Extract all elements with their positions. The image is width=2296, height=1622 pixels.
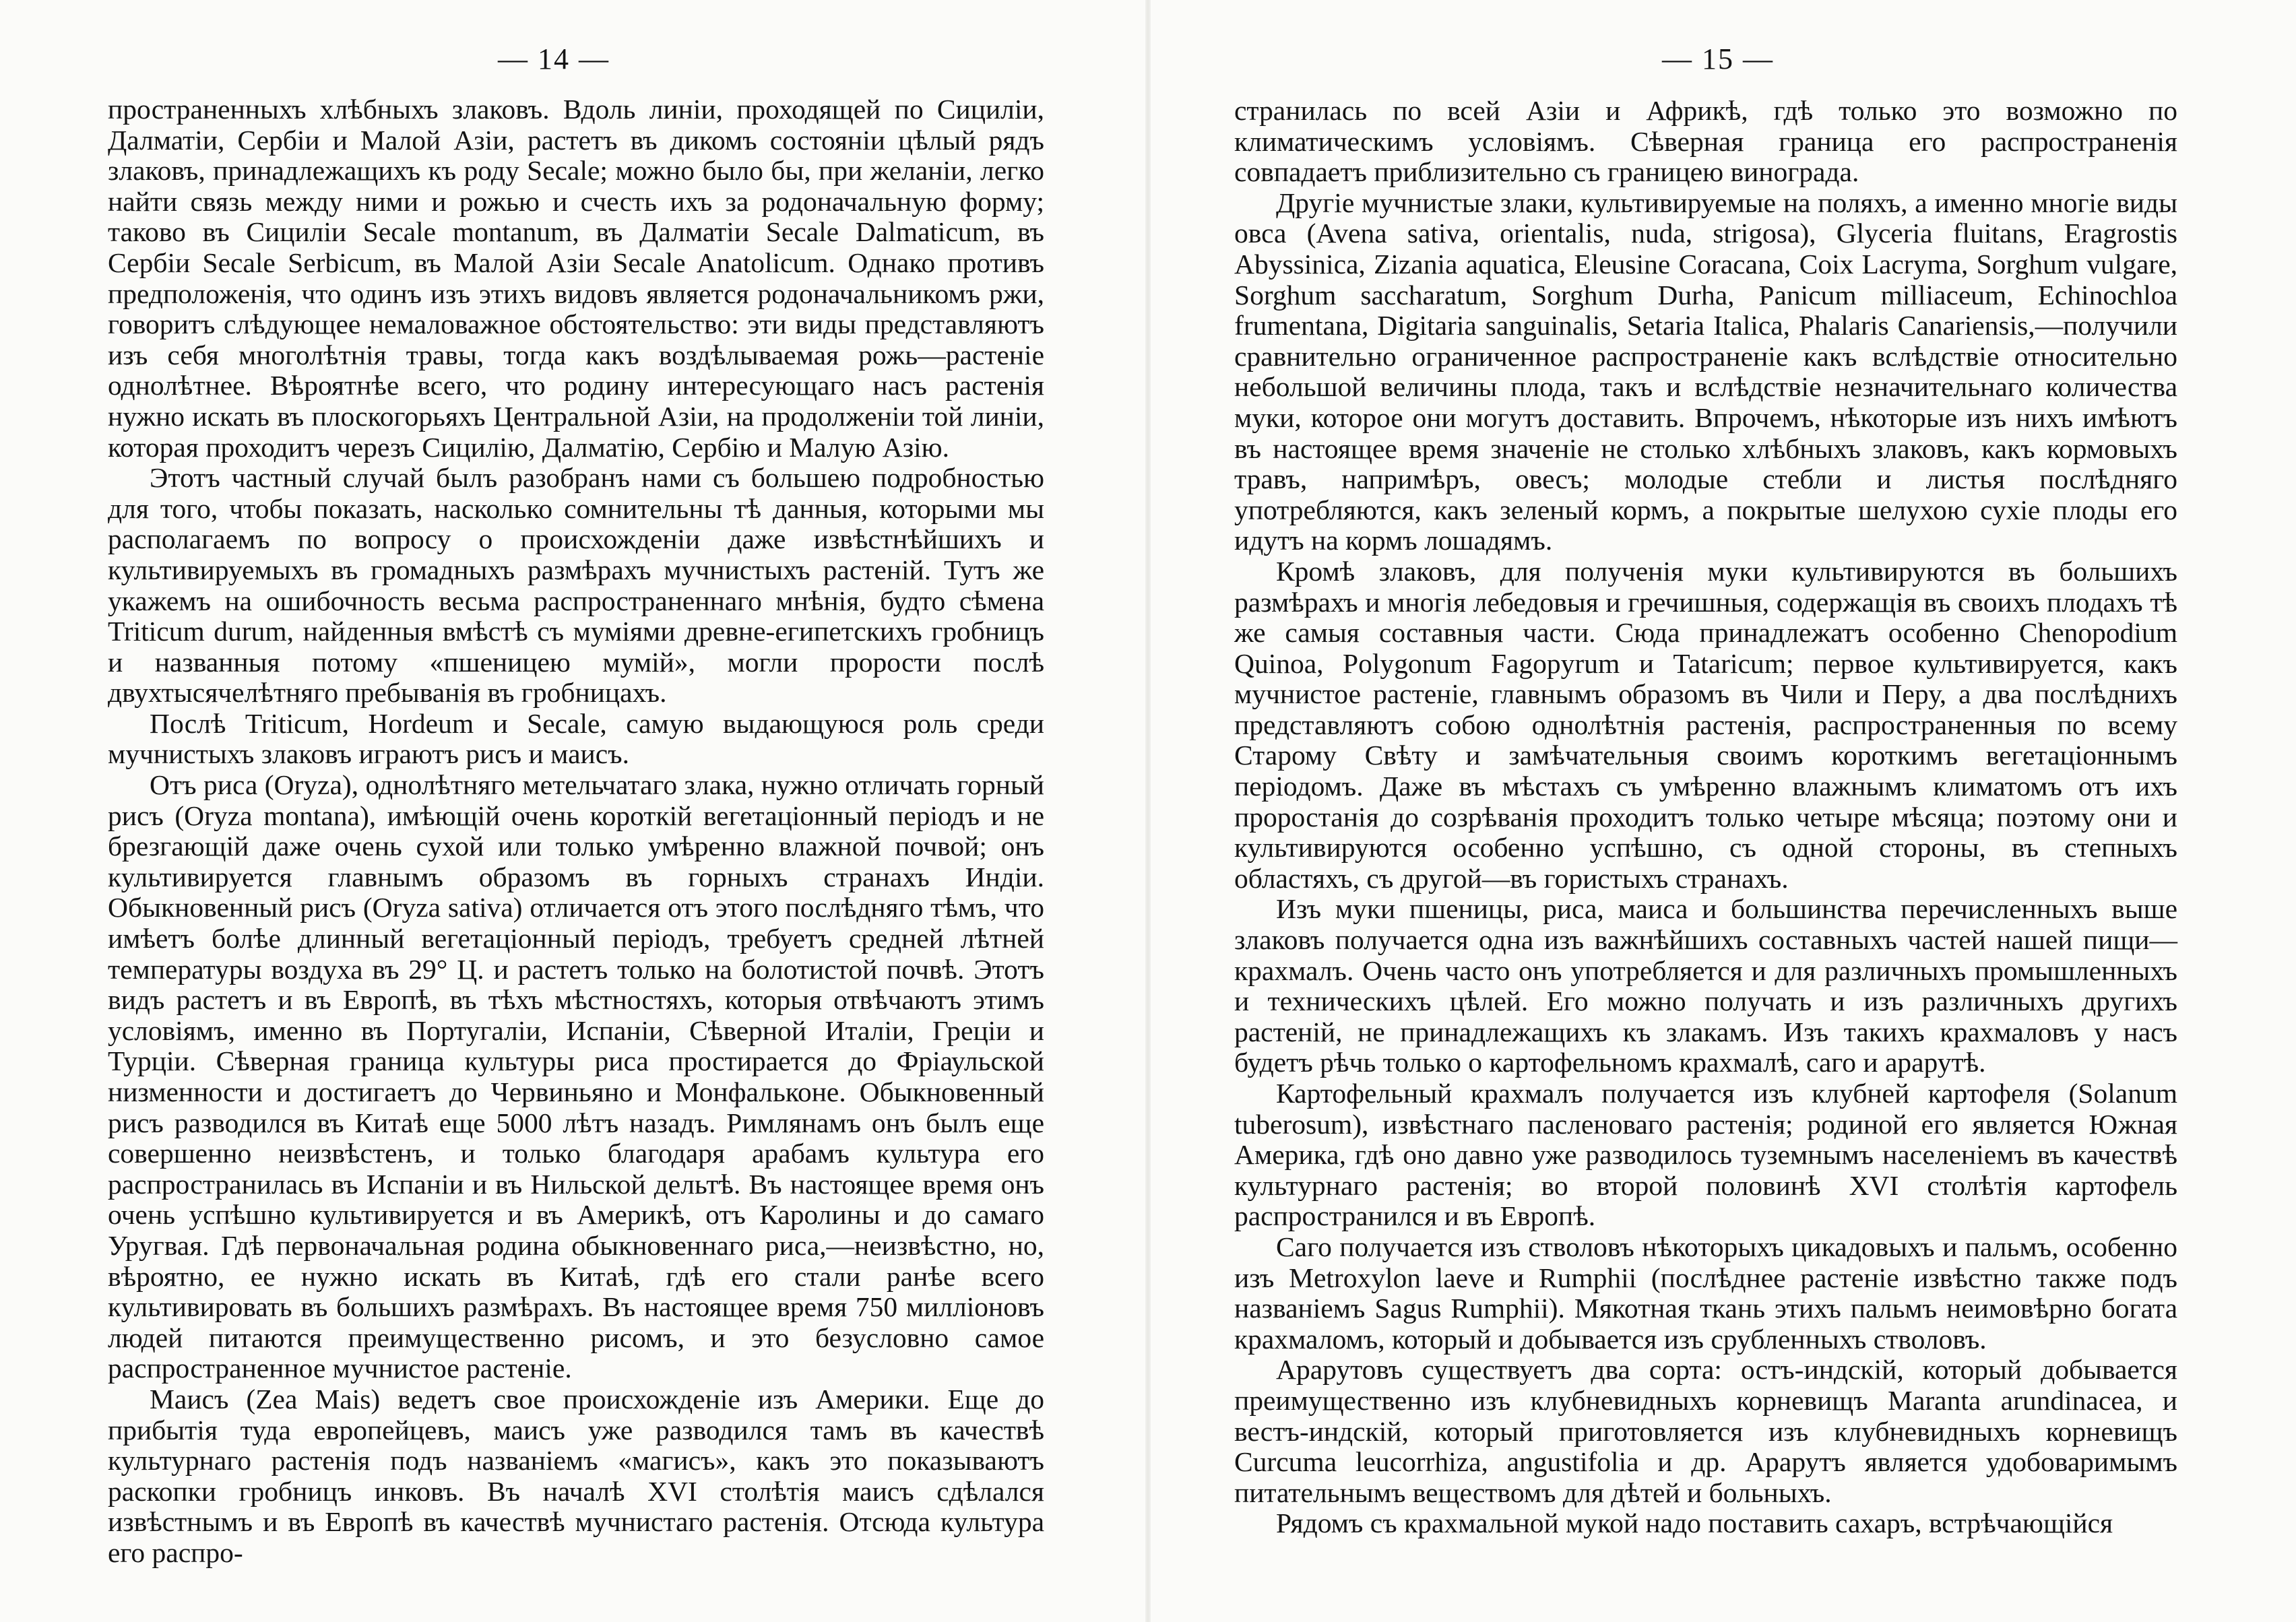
page-body-text — [1234, 96, 2177, 1539]
paragraph: Другіе мучнистые злаки, культивируемые на поляхъ, а именно многіе виды овса (Avena sativa, orientalis, nuda, strigosa), Glyceria fluitans, Eragrostis Abyssinica, Zizania aquatica, Eleusine Coracana, Coix Lacryma, Sorghum vulgare, Sorghum saccharatum, Sorghum Durha, Panicum milliaceum, Echinochloa frumentana, Digitaria sanguinalis, Setaria Italica, Phalaris Canariensis,—получили сравнительно ограниченное распространеніе какъ вслѣдствіе относительно небольшой величины плода, такъ и вслѣдствіе незначительнаго количества муки, которое они могутъ доставить. Впрочемъ, нѣкоторые изъ нихъ имѣютъ въ настоящее время значеніе не столько хлѣбныхъ злаковъ, какъ кормовыхъ травъ, напримѣръ, овесъ; молодые стебли и листья послѣдняго употребляются, какъ зеленый кормъ, а покрытые шелухою сухіе плоды его идутъ на кормъ лошадямъ. — [1234, 187, 2177, 556]
paragraph: Саго получается изъ стволовъ нѣкоторыхъ цикадовыхъ и пальмъ, особенно изъ Metroxylon laeve и Rumphii (послѣднее растеніе извѣстно также подъ названіемъ Sagus Rumphii). Мякотная ткань этихъ пальмъ неимовѣрно богата крахмаломъ, который и добывается изъ срубленныхъ стволовъ. — [1234, 1231, 2177, 1355]
paragraph: Рядомъ съ крахмальной мукой надо поставить сахаръ, встрѣчающійся — [1276, 1507, 2113, 1539]
paragraph: Маисъ (Zea Mais) ведетъ свое происхожденіе изъ Америки. Еще до прибытія туда европейцевъ, маисъ уже разводился тамъ въ качествѣ культурнаго растенія подъ названіемъ «магисъ», какъ это показываютъ раскопки гробницъ инковъ. Въ началѣ XVI столѣтія маисъ сдѣлался извѣстнымъ и въ Европѣ въ качествѣ мучнистаго растенія. Отсюда культура его распро- — [108, 1383, 1044, 1568]
page-body-text — [108, 94, 1044, 1569]
right-page — [1148, 0, 2296, 1622]
paragraph: Отъ риса (Oryza), однолѣтняго метельчатаго злака, нужно отличать горный рисъ (Oryza montana), имѣющій очень короткій вегетаціонный періодъ и не брезгающій даже очень сухой или только умѣренно влажной почвой; онъ культивируется главнымъ образомъ въ горныхъ странахъ Индіи. Обыкновенный рисъ (Oryza sativa) отличается отъ этого послѣдняго тѣмъ, что имѣетъ болѣе длинный вегетаціонный періодъ, требуетъ средней лѣтней температуры воздуха въ 29° Ц. и растетъ только на болотистой почвѣ. Этотъ видъ растетъ и въ Европѣ, въ тѣхъ мѣстностяхъ, которыя отвѣчаютъ этимъ условіямъ, именно въ Португаліи, Испаніи, Сѣверной Италіи, Греціи и Турціи. Сѣверная граница культуры риса простирается до Фріаульской низменности и достигаетъ до Червиньяно и Монфальконе. Обыкновенный рисъ разводился въ Китаѣ еще 5000 лѣтъ назадъ. Римлянамъ онъ былъ еще совершенно неизвѣстенъ, и только благодаря арабамъ культура его распространилась въ Испаніи и въ Нильской дельтѣ. Въ настоящее время онъ очень успѣшно культивируется и въ Америкѣ, отъ Каролины и до самаго Уругвая. Гдѣ первоначальная родина обыкновеннаго риса,—неизвѣстно, но, вѣроятно, ее нужно искать въ Китаѣ, гдѣ его стали ранѣе всего культивировать въ большихъ размѣрахъ. Въ настоящее время 750 милліоновъ людей питаются преимущественно рисомъ, и это безусловно самое распространенное мучнистое растеніе. — [108, 769, 1044, 1384]
paragraph: Кромѣ злаковъ, для полученія муки культивируются въ большихъ размѣрахъ и многія лебедовыя и гречишныя, содержащія въ своихъ плодахъ тѣ же самыя составныя части. Сюда принадлежатъ особенно Chenopodium Quinoa, Polygonum Fagopyrum и Tataricum; первое культивируется, какъ мучнистое растеніе, главнымъ образомъ въ Чили и Перу, а два послѣднихъ представляютъ собою однолѣтнія растенія, распространенныя по всему Старому Свѣту и замѣчательныя своимъ короткимъ вегетаціоннымъ періодомъ. Даже въ мѣстахъ съ умѣренно влажнымъ климатомъ отъ ихъ проростанія до созрѣванія проходитъ только четыре мѣсяца; поэтому они и культивируются особенно успѣшно, съ одной стороны, въ степныхъ областяхъ, съ другой—въ гористыхъ странахъ. — [1234, 555, 2177, 894]
paragraph: странилась по всей Азіи и Африкѣ, гдѣ только это возможно по климатическимъ условіямъ. Сѣверная граница его распространенія совпадаетъ приблизительно съ границею винограда. — [1234, 95, 2177, 188]
paragraph: Послѣ Triticum, Hordeum и Secale, самую выдающуюся роль среди мучнистыхъ злаковъ играютъ рисъ и маисъ. — [108, 707, 1044, 770]
paragraph: Арарутовъ существуетъ два сорта: остъ-индскій, который добывается преимущественно изъ клубневидныхъ корневищъ Maranta arundinacea, и вестъ-индскій, который приготовляется изъ клубневидныхъ корневищъ Curcuma leucorrhiza, angustifolia и др. Арарутъ является удобоваримымъ питательнымъ веществомъ для дѣтей и больныхъ. — [1234, 1354, 2177, 1508]
paragraph: Этотъ частный случай былъ разобранъ нами съ большею подробностью для того, чтобы показать, насколько сомнительны тѣ данныя, которыми мы располагаемъ по вопросу о происхожденіи даже извѣстнѣйшихъ и культивируемыхъ въ громадныхъ размѣрахъ мучнистыхъ растеній. Тутъ же укажемъ на ошибочность весьма распространеннаго мнѣнія, будто сѣмена Triticum durum, найденныя вмѣстѣ съ муміями древне-египетскихъ гробницъ и названныя потому «пшеницею мумій», могли прорости послѣ двухтысячелѣтняго пребыванія въ гробницахъ. — [108, 462, 1044, 709]
paragraph: Картофельный крахмалъ получается изъ клубней картофеля (Solanum tuberosum), извѣстнаго пасленоваго растенія; родиной его является Южная Америка, гдѣ оно давно уже разводилось туземнымъ населеніемъ въ качествѣ культурнаго растенія; во второй половинѣ XVI столѣтія картофель распространился и въ Европѣ. — [1234, 1078, 2177, 1232]
page-number: — 14 — — [498, 42, 610, 75]
paragraph: пространенныхъ хлѣбныхъ злаковъ. Вдоль линіи, проходящей по Сициліи, Далматіи, Сербіи и Малой Азіи, растетъ въ дикомъ состояніи цѣлый рядъ злаковъ, принадлежащихъ къ роду Secale; можно было бы, при желаніи, легко найти связь между ними и рожью и счесть ихъ за родоначальную форму; таково въ Сициліи Secale montanum, въ Далматіи Secale Dalmaticum, въ Сербіи Secale Serbicum, въ Малой Азіи Secale Anatolicum. Однако противъ предположенія, что одинъ изъ этихъ видовъ является родоначальникомъ ржи, говоритъ слѣдующее немаловажное обстоятельство: эти виды представляютъ изъ себя многолѣтнія травы, тогда какъ воздѣлываемая рожь—растеніе однолѣтнее. Вѣроятнѣе всего, что родину интересующаго насъ растенія нужно искать въ плоскогорьяхъ Центральной Азіи, на продолженіи той линіи, которая проходитъ черезъ Сицилію, Далматію, Сербію и Малую Азію. — [108, 94, 1044, 463]
paragraph: Изъ муки пшеницы, риса, маиса и большинства перечисленныхъ выше злаковъ получается одна изъ важнѣйшихъ составныхъ частей нашей пищи—крахмалъ. Очень часто онъ употребляется и для различныхъ промышленныхъ и техническихъ цѣлей. Его можно получать и изъ различныхъ другихъ растеній, не принадлежащихъ къ злакамъ. Изъ такихъ крахмаловъ у насъ будетъ рѣчь только о картофельномъ крахмалѣ, саго и арарутѣ. — [1234, 893, 2177, 1078]
page-number: — 15 — — [1662, 42, 1774, 75]
